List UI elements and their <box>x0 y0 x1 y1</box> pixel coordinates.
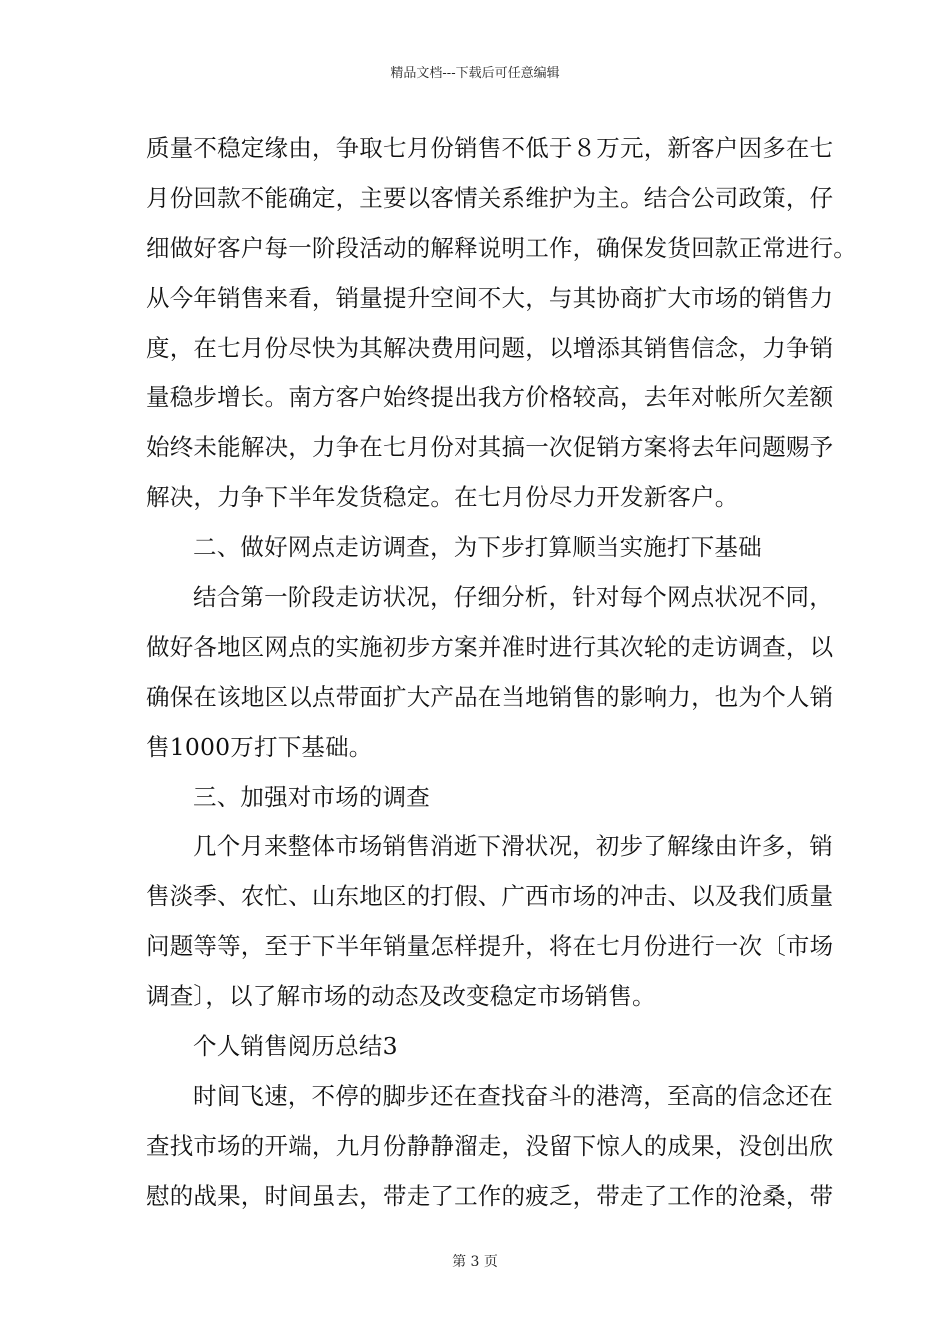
text-line: 始终未能解决，力争在七月份对其搞一次促销方案将去年问题赐予 <box>146 433 834 462</box>
text-line: 细做好客户每一阶段活动的解释说明工作，确保发货回款正常进行。 <box>146 233 857 262</box>
text-line: 查找市场的开端，九月份静静溜走，没留下惊人的成果，没创出欣 <box>146 1131 834 1160</box>
text-line: 月份回款不能确定，主要以客情关系维护为主。结合公司政策，仔 <box>146 183 834 212</box>
page-number: 第 3 页 <box>452 1254 498 1270</box>
text-line: 几个月来整体市场销售消逝下滑状况，初步了解缘由许多，销 <box>193 832 833 861</box>
section-heading: 个人销售阅历总结3 <box>193 1032 398 1061</box>
section-heading: 三、加强对市场的调查 <box>193 782 430 811</box>
section-heading: 二、做好网点走访调查，为下步打算顺当实施打下基础 <box>193 533 762 562</box>
document-body <box>146 124 857 1222</box>
text-line: 调查〕，以了解市场的动态及改变稳定市场销售。 <box>146 982 656 1011</box>
text-line: 时间飞速，不停的脚步还在查找奋斗的港湾，至高的信念还在 <box>193 1081 833 1110</box>
text-line: 解决，力争下半年发货稳定。在七月份尽力开发新客户。 <box>146 483 739 512</box>
text-line: 售淡季、农忙、山东地区的打假、广西市场的冲击、以及我们质量 <box>146 882 834 911</box>
text-line: 从今年销售来看，销量提升空间不大，与其协商扩大市场的销售力 <box>146 283 834 312</box>
text-line: 售1000万打下基础。 <box>146 732 373 761</box>
text-line: 度，在七月份尽快为其解决费用问题，以增添其销售信念，力争销 <box>146 333 834 362</box>
text-line: 做好各地区网点的实施初步方案并准时进行其次轮的走访调查，以 <box>146 632 834 661</box>
text-line: 问题等等，至于下半年销量怎样提升，将在七月份进行一次〔市场 <box>146 932 834 961</box>
text-line: 量稳步增长。南方客户始终提出我方价格较高，去年对帐所欠差额 <box>146 383 834 412</box>
text-line: 慰的战果，时间虽去，带走了工作的疲乏，带走了工作的沧桑，带 <box>146 1181 834 1210</box>
page-header: 精品文档---下载后可任意编辑 <box>390 66 560 81</box>
text-line: 确保在该地区以点带面扩大产品在当地销售的影响力，也为个人销 <box>146 682 834 711</box>
text-line: 结合第一阶段走访状况，仔细分析，针对每个网点状况不同， <box>193 583 833 612</box>
text-line: 质量不稳定缘由，争取七月份销售不低于８万元，新客户因多在七 <box>146 134 834 162</box>
